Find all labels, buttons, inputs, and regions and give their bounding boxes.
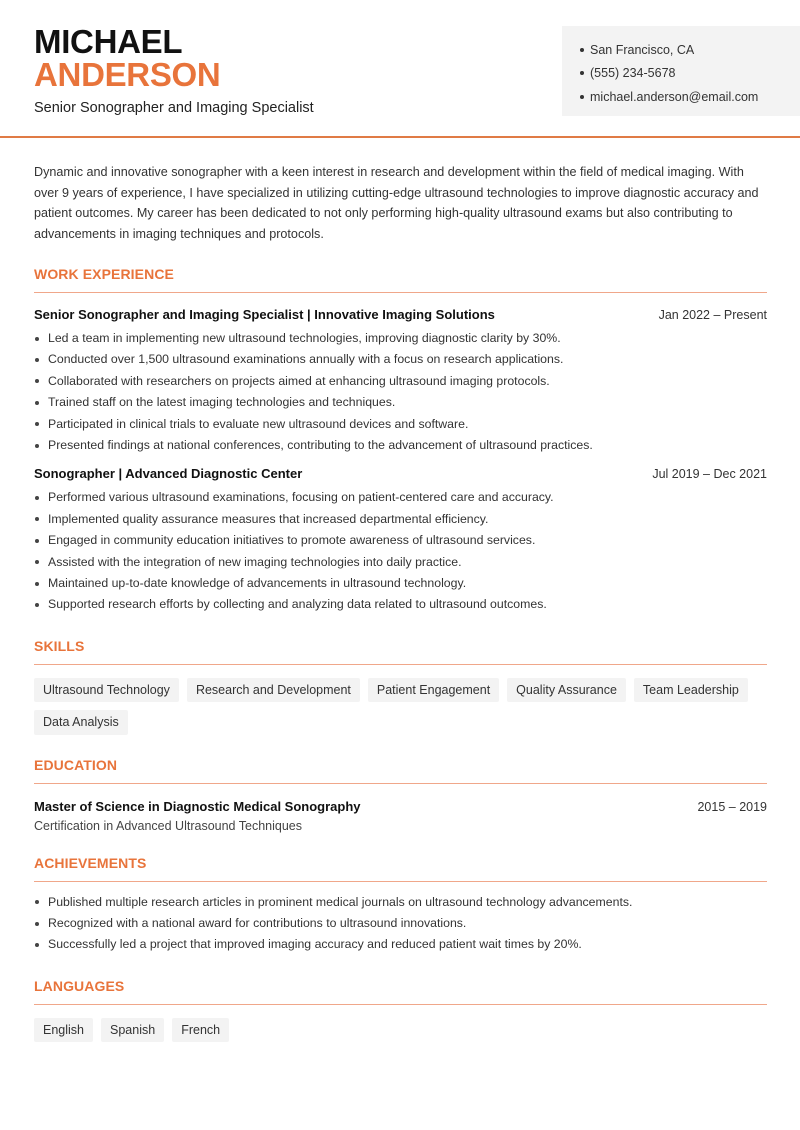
skill-chip: Team Leadership xyxy=(634,678,748,703)
bullet-text: Participated in clinical trials to evaluate new ultrasound devices and software. xyxy=(48,416,469,431)
email-text: michael.anderson@email.com xyxy=(590,89,759,104)
contact-phone xyxy=(580,62,800,86)
bullet-icon xyxy=(35,560,39,564)
skill-chip: Research and Development xyxy=(187,678,360,703)
bullet-icon xyxy=(35,422,39,426)
job-entry xyxy=(34,307,767,456)
bullet-icon xyxy=(35,401,39,405)
location-text: San Francisco, CA xyxy=(590,42,695,57)
job-dates: Jul 2019 – Dec 2021 xyxy=(652,467,767,482)
bullet-text: Supported research efforts by collecting and analyzing data related to ultrasound outcomes. xyxy=(48,597,547,612)
bullet-text: Successfully led a project that improved imaging accuracy and reduced patient wait times by 20%. xyxy=(48,937,582,952)
list-item xyxy=(34,349,767,370)
language-chip: Spanish xyxy=(101,1018,164,1043)
bullet-icon xyxy=(35,943,39,947)
bullet-text: Maintained up-to-date knowledge of advancements in ultrasound technology. xyxy=(48,575,467,590)
bullet-icon xyxy=(35,603,39,607)
bullet-text: Presented findings at national conferences, contributing to the advancement of ultrasound practices. xyxy=(48,437,593,452)
languages-list xyxy=(34,1018,767,1043)
job-dates: Jan 2022 – Present xyxy=(658,308,767,322)
list-item xyxy=(34,371,767,392)
list-item xyxy=(34,414,767,435)
list-item xyxy=(34,435,767,456)
education-certification: Certification in Advanced Ultrasound Techniques xyxy=(34,818,302,833)
bullet-icon xyxy=(35,496,39,500)
bullet-icon xyxy=(35,582,39,586)
resume-header xyxy=(0,0,800,138)
phone-text: (555) 234-5678 xyxy=(590,66,676,81)
bullet-icon xyxy=(35,539,39,543)
bullet-text: Recognized with a national award for contributions to ultrasound innovations. xyxy=(48,916,467,931)
contact-location xyxy=(580,38,800,62)
bullet-icon xyxy=(580,48,584,52)
bullet-text: Implemented quality assurance measures that increased departmental efficiency. xyxy=(48,511,489,526)
section-heading-languages: LANGUAGES xyxy=(34,978,767,1005)
list-item xyxy=(34,573,767,594)
bullet-icon xyxy=(35,517,39,521)
bullet-text: Published multiple research articles in prominent medical journals on ultrasound technology advancements. xyxy=(48,894,633,909)
job-role: Sonographer | Advanced Diagnostic Center xyxy=(34,466,303,482)
headline-title: Senior Sonographer and Imaging Specialist xyxy=(34,100,314,116)
job-role: Senior Sonographer and Imaging Specialist | Innovative Imaging Solutions xyxy=(34,307,495,322)
resume-body xyxy=(34,150,767,1042)
list-item xyxy=(34,594,767,615)
bullet-text: Performed various ultrasound examinations, focusing on patient-centered care and accuracy. xyxy=(48,490,554,505)
skill-chip: Data Analysis xyxy=(34,710,128,735)
contact-email xyxy=(580,85,800,109)
bullet-icon xyxy=(35,337,39,341)
summary-paragraph: Dynamic and innovative sonographer with a keen interest in research and development within the field of medical imaging. With over 9 years of experience, I have specialized in utilizing cutting-edge ultrasound technologies to improve diagnostic accuracy and patient outcomes. My career has been dedicated to not only performing high-quality ultrasound exams but also contributing to advancements in imaging techniques and protocols. xyxy=(34,165,759,241)
language-chip: French xyxy=(172,1018,229,1043)
section-heading-skills: SKILLS xyxy=(34,638,767,665)
skill-chip: Quality Assurance xyxy=(507,678,626,703)
skill-chip: Ultrasound Technology xyxy=(34,678,179,703)
bullet-icon xyxy=(35,358,39,362)
list-item xyxy=(34,913,767,934)
bullet-icon xyxy=(580,95,584,99)
last-name: ANDERSON xyxy=(34,56,221,93)
job-header xyxy=(34,466,767,481)
section-heading-education: EDUCATION xyxy=(34,757,767,784)
achievements-list xyxy=(34,892,767,956)
bullet-text: Engaged in community education initiatives to promote awareness of ultrasound services. xyxy=(48,533,536,548)
list-item xyxy=(34,509,767,530)
education-dates: 2015 – 2019 xyxy=(697,799,767,814)
job-bullets xyxy=(34,487,767,615)
bullet-icon xyxy=(35,444,39,448)
skill-chip: Patient Engagement xyxy=(368,678,499,703)
bullet-text: Trained staff on the latest imaging technologies and techniques. xyxy=(48,395,396,410)
list-item xyxy=(34,530,767,551)
language-chip: English xyxy=(34,1018,93,1043)
bullet-text: Assisted with the integration of new imaging technologies into daily practice. xyxy=(48,554,462,569)
section-heading-achievements: ACHIEVEMENTS xyxy=(34,855,767,882)
bullet-text: Conducted over 1,500 ultrasound examinations annually with a focus on research applications. xyxy=(48,352,564,367)
bullet-text: Collaborated with researchers on projects aimed at enhancing ultrasound imaging protocols. xyxy=(48,373,550,388)
list-item xyxy=(34,552,767,573)
list-item xyxy=(34,392,767,413)
bullet-icon xyxy=(35,379,39,383)
bullet-text: Led a team in implementing new ultrasound technologies, improving diagnostic clarity by 30%. xyxy=(48,331,561,345)
list-item xyxy=(34,934,767,955)
bullet-icon xyxy=(580,71,584,75)
bullet-icon xyxy=(35,922,39,926)
section-heading-work: WORK EXPERIENCE xyxy=(34,266,767,293)
skills-list xyxy=(34,678,767,735)
list-item xyxy=(34,487,767,508)
job-bullets xyxy=(34,328,767,456)
education-degree: Master of Science in Diagnostic Medical Sonography xyxy=(34,798,361,814)
list-item xyxy=(34,328,767,349)
list-item xyxy=(34,892,767,913)
education-header xyxy=(34,799,767,814)
job-header xyxy=(34,307,767,322)
first-name: MICHAEL xyxy=(34,23,183,60)
job-entry xyxy=(34,466,767,615)
contact-box xyxy=(562,26,800,116)
bullet-icon xyxy=(35,900,39,904)
